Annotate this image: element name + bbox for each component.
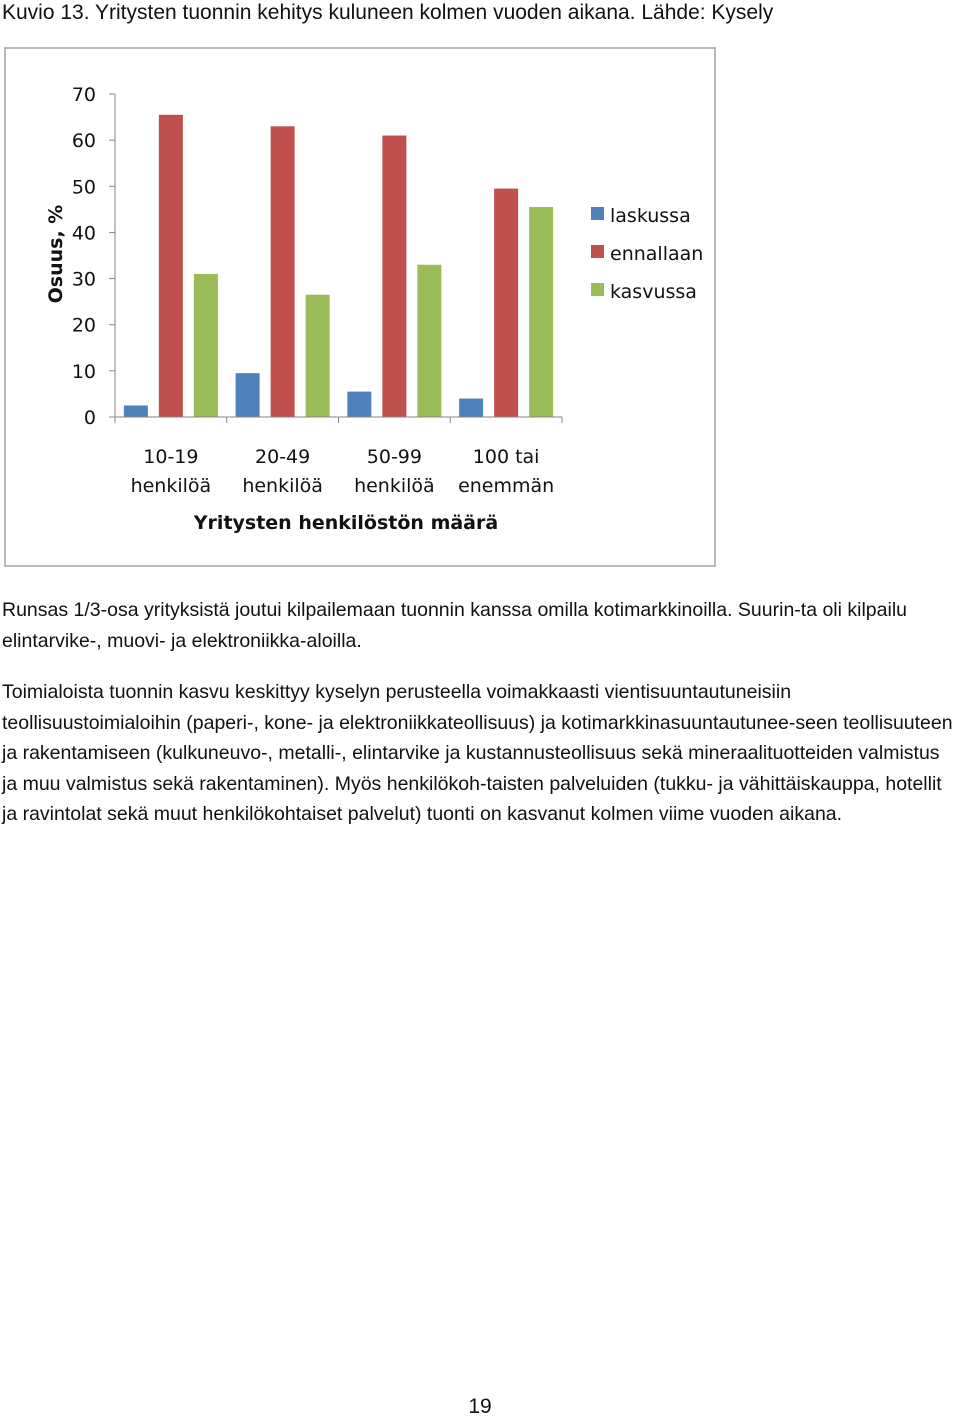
x-category-label: [131, 446, 212, 497]
bar-kasvussa-0: [194, 274, 218, 417]
x-category-label-line: henkilöä: [354, 475, 435, 497]
bar-ennallaan-1: [271, 126, 295, 417]
x-category-label-line: 20-49: [255, 446, 311, 468]
legend-swatch-ennallaan: [591, 245, 604, 258]
page-number: 19: [468, 1395, 492, 1418]
x-category-label-line: henkilöä: [242, 475, 323, 497]
bar-chart: [6, 49, 718, 569]
legend-swatch-kasvussa: [591, 283, 604, 296]
y-tick-label: 70: [71, 84, 96, 106]
bars: [124, 115, 553, 417]
chart-frame: [4, 47, 716, 567]
bar-laskussa-2: [347, 392, 371, 417]
y-tick-label: 10: [71, 360, 96, 383]
y-tick-label: 0: [83, 407, 96, 429]
x-category-label-line: henkilöä: [130, 475, 212, 497]
bar-kasvussa-2: [417, 265, 441, 417]
figure-caption: Kuvio 13. Yritysten tuonnin kehitys kuluneen kolmen vuoden aikana. Lähde: Kysely: [2, 1, 774, 24]
bar-laskussa-1: [236, 373, 260, 417]
legend-label-laskussa: laskussa: [610, 205, 691, 227]
x-category-label: [242, 446, 323, 497]
bar-laskussa-3: [459, 399, 483, 417]
bar-laskussa-0: [124, 405, 148, 417]
y-axis-ticks: [72, 84, 115, 429]
x-category-label: [354, 446, 435, 497]
y-tick-label: 40: [71, 222, 96, 245]
x-category-label-line: 100 tai: [472, 446, 540, 468]
bar-kasvussa-1: [306, 295, 330, 417]
x-category-label-line: 10-19: [143, 446, 199, 468]
y-tick-label: 20: [71, 314, 96, 337]
bar-ennallaan-3: [494, 189, 518, 417]
x-axis-title: Yritysten henkilöstön määrä: [193, 512, 499, 534]
x-category-label-line: 50-99: [366, 446, 422, 468]
legend-label-kasvussa: kasvussa: [610, 281, 697, 303]
y-tick-label: 60: [71, 130, 96, 153]
legend: [591, 205, 703, 303]
y-axis-title: Osuus, %: [45, 204, 67, 304]
x-axis-ticks: [115, 417, 562, 423]
bar-ennallaan-2: [382, 136, 406, 417]
legend-label-ennallaan: ennallaan: [610, 243, 704, 265]
x-category-label: [458, 446, 554, 497]
legend-swatch-laskussa: [591, 207, 604, 220]
x-axis-category-labels: [131, 446, 555, 497]
bar-ennallaan-0: [159, 115, 183, 417]
y-tick-label: 30: [71, 268, 96, 291]
paragraph-2: Toimialoista tuonnin kasvu keskittyy kyselyn perusteella voimakkaasti vientisuuntautuneisiin teollisuustoimialoihin (paperi-, kone- ja elektroniikkateollisuus) ja kotimarkkinasuuntautunee-seen teollisuuteen ja rakentamiseen (kulkuneuvo-, metalli-, elintarvike ja kustannusteollisuus sekä mineraalituotteiden valmistus ja muu valmistus sekä rakentaminen). Myös henkilökoh-taisten palveluiden (tukku- ja vähittäiskauppa, hotellit ja ravintolat sekä muut henkilökohtaiset palvelut) tuonti on kasvanut kolmen viime vuoden aikana.: [2, 681, 953, 825]
x-category-label-line: enemmän: [458, 475, 555, 497]
y-tick-label: 50: [71, 176, 96, 199]
bar-kasvussa-3: [529, 207, 553, 417]
paragraph-1: Runsas 1/3-osa yrityksistä joutui kilpailemaan tuonnin kanssa omilla kotimarkkinoilla. Suurin-ta oli kilpailu elintarvike-, muovi- ja elektroniikka-aloilla.: [2, 599, 907, 652]
